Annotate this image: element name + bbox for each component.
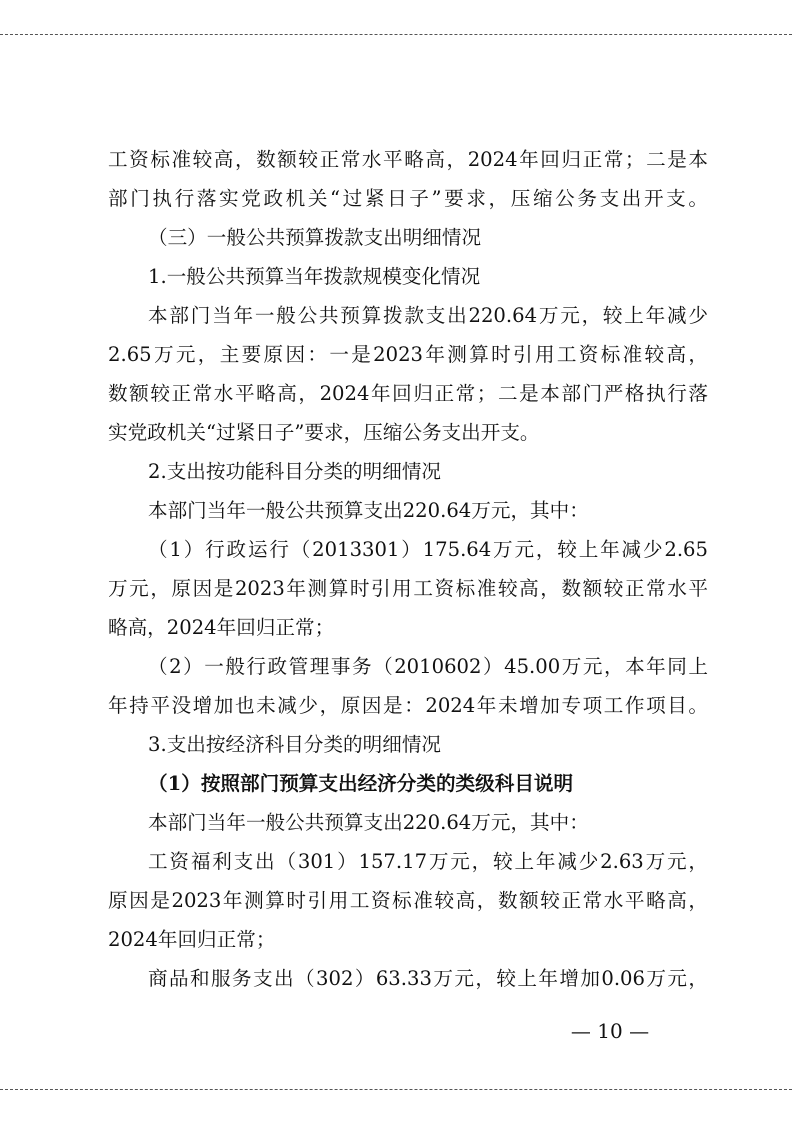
text-line: 万元，原因是2023年测算时引用工资标准较高，数额较正常水平 bbox=[108, 577, 708, 600]
text-line: 工资福利支出（301）157.17万元，较上年减少2.63万元， bbox=[148, 850, 708, 873]
text-line: 本部门当年一般公共预算支出220.64万元，其中： bbox=[148, 811, 589, 834]
text-line: 实党政机关“过紧日子”要求，压缩公务支出开支。 bbox=[108, 421, 540, 444]
bottom-cut-line bbox=[0, 1089, 792, 1090]
text-line: 数额较正常水平略高，2024年回归正常；二是本部门严格执行落 bbox=[108, 382, 708, 405]
text-line: 本部门当年一般公共预算支出220.64万元，其中： bbox=[148, 499, 589, 522]
text-line: 1.一般公共预算当年拨款规模变化情况 bbox=[148, 265, 481, 288]
text-line: 2.65万元，主要原因：一是2023年测算时引用工资标准较高， bbox=[108, 343, 708, 366]
text-line: 略高，2024年回归正常； bbox=[108, 616, 335, 639]
top-cut-line bbox=[0, 34, 792, 35]
text-line: （1）按照部门预算支出经济分类的类级科目说明 bbox=[148, 772, 574, 795]
text-line: 原因是2023年测算时引用工资标准较高，数额较正常水平略高， bbox=[108, 889, 708, 912]
text-line: 2024年回归正常； bbox=[108, 928, 276, 951]
text-line: 工资标准较高，数额较正常水平略高，2024年回归正常；二是本 bbox=[108, 148, 708, 171]
text-line: （三）一般公共预算拨款支出明细情况 bbox=[148, 226, 482, 249]
text-line: 部门执行落实党政机关“过紧日子”要求，压缩公务支出开支。 bbox=[108, 187, 708, 210]
text-line: 2.支出按功能科目分类的明细情况 bbox=[148, 460, 442, 483]
text-line: 本部门当年一般公共预算拨款支出220.64万元，较上年减少 bbox=[148, 304, 708, 327]
text-line: （1）行政运行（2013301）175.64万元，较上年减少2.65 bbox=[148, 538, 708, 561]
text-line: （2）一般行政管理事务（2010602）45.00万元，本年同上 bbox=[148, 655, 708, 678]
document-body bbox=[108, 140, 708, 998]
text-line: 商品和服务支出（302）63.33万元，较上年增加0.06万元， bbox=[148, 967, 708, 990]
page-number: — 10 — bbox=[570, 1019, 650, 1043]
text-line: 3.支出按经济科目分类的明细情况 bbox=[148, 733, 442, 756]
text-line: 年持平没增加也未减少，原因是：2024年未增加专项工作项目。 bbox=[108, 694, 708, 717]
